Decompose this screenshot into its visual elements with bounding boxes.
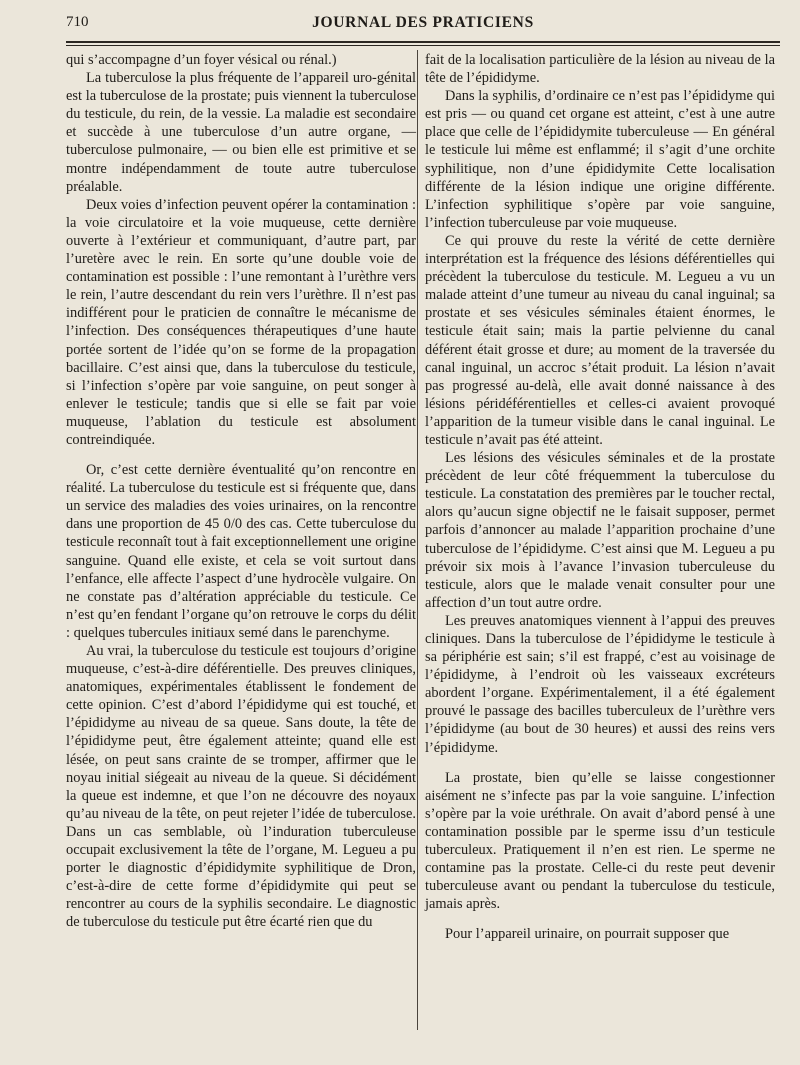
header-rule <box>66 41 780 46</box>
paragraph-gap <box>425 757 775 769</box>
column-divider <box>417 50 418 1030</box>
page-number: 710 <box>66 14 89 30</box>
paragraph: La tuberculose la plus fréquente de l’appareil uro-génital est la tuberculose de la prostate; puis viennent la tuberculose du testicule, du rein, de la vessie. La maladie est secondaire et succède à une tuberculose d’un autre organe, — tuberculose pulmonaire, — ou bien elle est primitive et se montre indépendamment de toute autre tuberculose préalable. <box>66 70 416 195</box>
paragraph: qui s’accompagne d’un foyer vésical ou rénal.) <box>66 52 337 68</box>
paragraph-gap <box>66 449 416 461</box>
left-column <box>66 51 416 932</box>
paragraph: Ce qui prouve du reste la vérité de cette dernière interprétation est la fréquence des lésions déférentielles qui précèdent la tuberculose du testicule. M. Legueu a vu un malade atteint d’une tumeur au niveau du canal inguinal; sa prostate et ses vésicules séminales étaient énormes, le testicule était sain; mais la partie pelvienne du canal déférent était grosse et dure; au moment de la traversée du canal inguinal, un accroc s’était produit. La lésion n’avait pas progressé au-delà, elle avait donné naissance à des lésions péridéférentielles et celles-ci avaient provoqué l’apparition de la tumeur visible dans le canal inguinal. Le testicule n’avait pas été atteint. <box>425 232 775 448</box>
paragraph: Les preuves anatomiques viennent à l’appui des preuves cliniques. Dans la tuberculose de l’épididyme le testicule à sa périphérie est sain; s’il est frappé, c’est au voisinage de l’épididyme, à l’endroit où les vaisseaux excréteurs abordent l’organe. Expérimentalement, il a été également prouvé le passage des bacilles tuberculeux de l’urèthre vers l’épididyme (au bout de 30 heures) et aussi des reins vers l’épididyme. <box>425 612 775 756</box>
paragraph: Les lésions des vésicules séminales et de la prostate précèdent de leur côté fréquemment la tuberculose du testicule. La constatation des premières par le toucher rectal, alors qu’aucun signe objectif ne le faisait supposer, permet parfois d’annoncer au malade l’apparition prochaine d’une tuberculose de l’épididyme. C’est ainsi que M. Legueu a pu prévoir six mois à l’avance l’invasion tuberculeuse du testicule, alors que le malade venait consulter pour une affection d’un tout autre ordre. <box>425 450 775 611</box>
paragraph-gap <box>425 913 775 925</box>
paragraph: La prostate, bien qu’elle se laisse congestionner aisément ne s’infecte pas par la voie sanguine. L’infection s’opère par la voie uréthrale. On avait d’abord pensé à une contamination possible par le sperme issu d’un testicule tuberculeux. Pratiquement il n’en est rien. Le sperme ne contamine pas la prostate. Celle-ci du reste peut devenir tuberculeuse avant ou pendant la tuberculose du testicule, jamais après. <box>425 769 775 913</box>
paragraph: fait de la localisation particulière de la lésion au niveau de la tête de l’épididyme. <box>425 52 775 87</box>
paragraph: Or, c’est cette dernière éventualité qu’on rencontre en réalité. La tuberculose du testicule est si fréquente que, dans un service des maladies des voies urinaires, on la rencontre dans une proportion de 45 0/0 des cas. Cette tuberculose du testicule reconnaît tout à fait exceptionnellement une origine sanguine. Quand elle existe, et cela se voit surtout dans l’enfance, elle affecte l’aspect d’une hydrocèle vulgaire. On ne constate pas d’altération appréciable du testicule. Ce n’est qu’en fendant l’organe qu’on retrouve le corps du délit : quelques tubercules initiaux semé dans le parenchyme. <box>66 462 416 641</box>
right-column <box>425 51 775 944</box>
page-header <box>66 14 780 38</box>
paragraph: Pour l’appareil urinaire, on pourrait supposer que <box>445 926 730 943</box>
paragraph: Dans la syphilis, d’ordinaire ce n’est pas l’épididyme qui est pris — ou quand cet organe est atteint, c’est à une autre place que celle de l’épididymite tuberculeuse — En général le testicule lui même est enflammé; il s’agit d’une orchite syphilitique, non d’une épididymite Cette localisation différente de la lésion indique une origine différente. L’infection syphilitique s’opère par voie sanguine, l’infection tuberculeuse par voie muqueuse. <box>425 88 775 231</box>
paragraph: Au vrai, la tuberculose du testicule est toujours d’origine muqueuse, c’est-à-dire déférentielle. Des preuves cliniques, anatomiques, expérimentales établissent le fondement de cette opinion. C’est d’abord l’épididyme qui est touché, et l’épididyme au niveau de sa queue. Sans doute, la tête de l’épididyme peut, être également atteinte; quand elle est lésée, on peut sans crainte de se tromper, affirmer que le noyau initial siégeait au niveau de la queue. Si décidément la queue est indemne, et que l’on ne découvre des noyaux qu’au niveau de la tête, on peut rejeter l’idée de tuberculose. Dans un cas semblable, où l’induration tuberculeuse occupait exclusivement la tête de l’organe, M. Legueu a pu porter le diagnostic d’épididymite syphilitique de Dron, c’est-à-dire de cette forme d’épididymite qui peut se rencontrer au cours de la syphilis secondaire. Le diagnostic de tuberculose du testicule put être écarté rien que du <box>66 643 416 931</box>
paragraph: Deux voies d’infection peuvent opérer la contamination : la voie circulatoire et la voie muqueuse, cette dernière ouverte à l’extérieur et communiquant, d’autre part, par l’uretère avec le rein. En sorte qu’une double voie de contamination est possible : l’une remontant à l’urèthre vers le rein, l’autre descendant du rein vers l’urèthre. Il n’est pas indifférent pour le praticien de connaître le mécanisme de l’infection. Des conséquences thérapeutiques d’une haute portée sortent de l’idée qu’on se forme de la propagation bacillaire. C’est ainsi que, dans la tuberculose du testicule, si l’infection s’opère par voie sanguine, on peut songer à enlever le testicule; tandis que si elle se fait par voie muqueuse, l’ablation du testicule est absolument contreindiquée. <box>66 196 416 448</box>
running-title: JOURNAL DES PRATICIENS <box>312 14 534 31</box>
